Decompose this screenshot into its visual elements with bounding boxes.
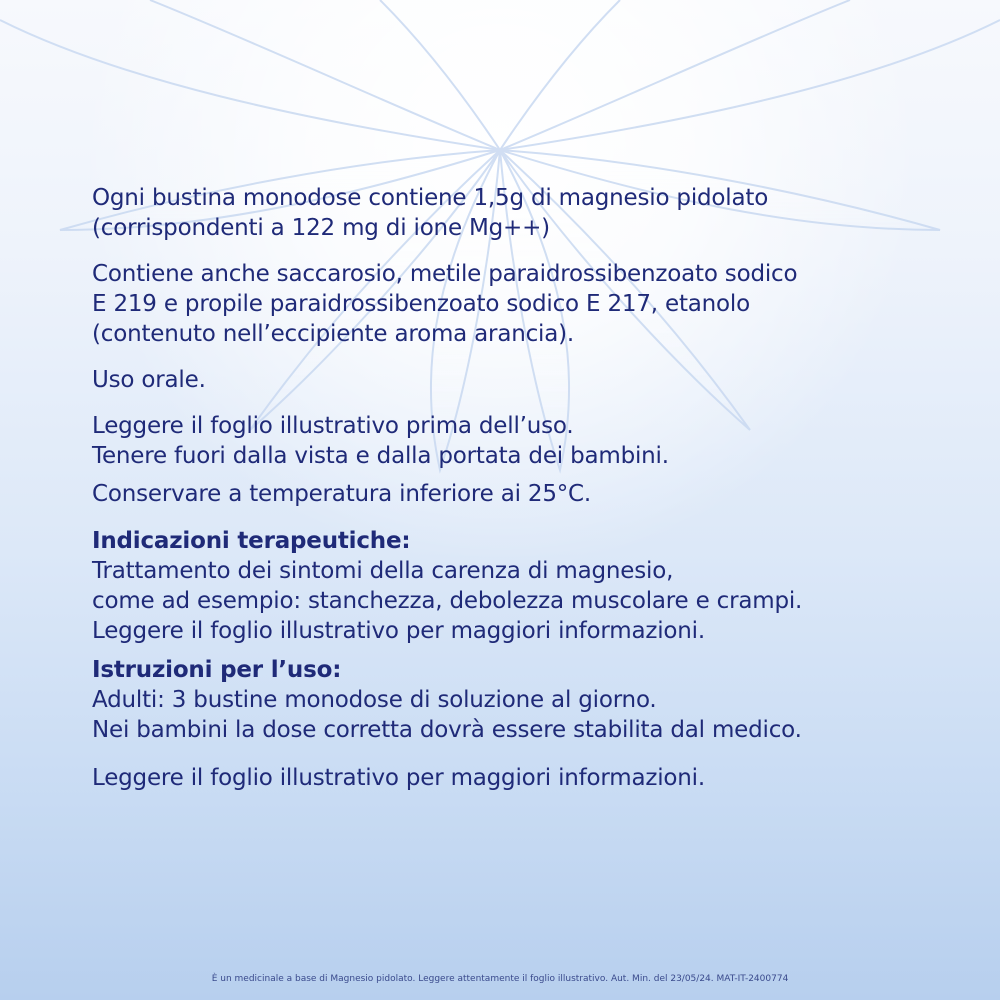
excipients-line-3: (contenuto nell’eccipiente aroma arancia). bbox=[92, 321, 575, 347]
excipients-paragraph bbox=[92, 259, 797, 349]
indications-line-1: Trattamento dei sintomi della carenza di magnesio, bbox=[92, 558, 674, 584]
instructions-paragraph bbox=[92, 655, 802, 745]
composition-paragraph bbox=[92, 183, 768, 243]
excipients-line-2: E 219 e propile paraidrossibenzoato sodico E 217, etanolo bbox=[92, 291, 750, 317]
indications-line-3: Leggere il foglio illustrativo per maggiori informazioni. bbox=[92, 618, 705, 644]
instructions-line-2: Nei bambini la dose corretta dovrà essere stabilita dal medico. bbox=[92, 717, 802, 743]
closing-line: Leggere il foglio illustrativo per maggiori informazioni. bbox=[92, 765, 705, 791]
warnings-line-1: Leggere il foglio illustrativo prima dell’uso. bbox=[92, 413, 574, 439]
composition-line-2: (corrispondenti a 122 mg di ione Mg++) bbox=[92, 215, 550, 241]
indications-line-2: come ad esempio: stanchezza, debolezza muscolare e crampi. bbox=[92, 588, 803, 614]
instructions-line-1: Adulti: 3 bustine monodose di soluzione al giorno. bbox=[92, 687, 657, 713]
route-paragraph bbox=[92, 365, 206, 395]
composition-line-1: Ogni bustina monodose contiene 1,5g di magnesio pidolato bbox=[92, 185, 769, 211]
legal-footer: È un medicinale a base di Magnesio pidolato. Leggere attentamente il foglio illustrativo. Aut. Min. del 23/05/24. MAT-IT-2400774 bbox=[211, 974, 789, 984]
indications-heading: Indicazioni terapeutiche: bbox=[92, 528, 411, 554]
storage-paragraph bbox=[92, 479, 591, 509]
warnings-line-2: Tenere fuori dalla vista e dalla portata dei bambini. bbox=[92, 443, 669, 469]
instructions-heading: Istruzioni per l’uso: bbox=[92, 657, 342, 683]
route-line: Uso orale. bbox=[92, 367, 206, 393]
excipients-line-1: Contiene anche saccarosio, metile paraidrossibenzoato sodico bbox=[92, 261, 798, 287]
closing-paragraph bbox=[92, 763, 705, 793]
warnings-paragraph bbox=[92, 411, 669, 471]
storage-line: Conservare a temperatura inferiore ai 25°C. bbox=[92, 481, 592, 507]
indications-paragraph bbox=[92, 526, 802, 646]
